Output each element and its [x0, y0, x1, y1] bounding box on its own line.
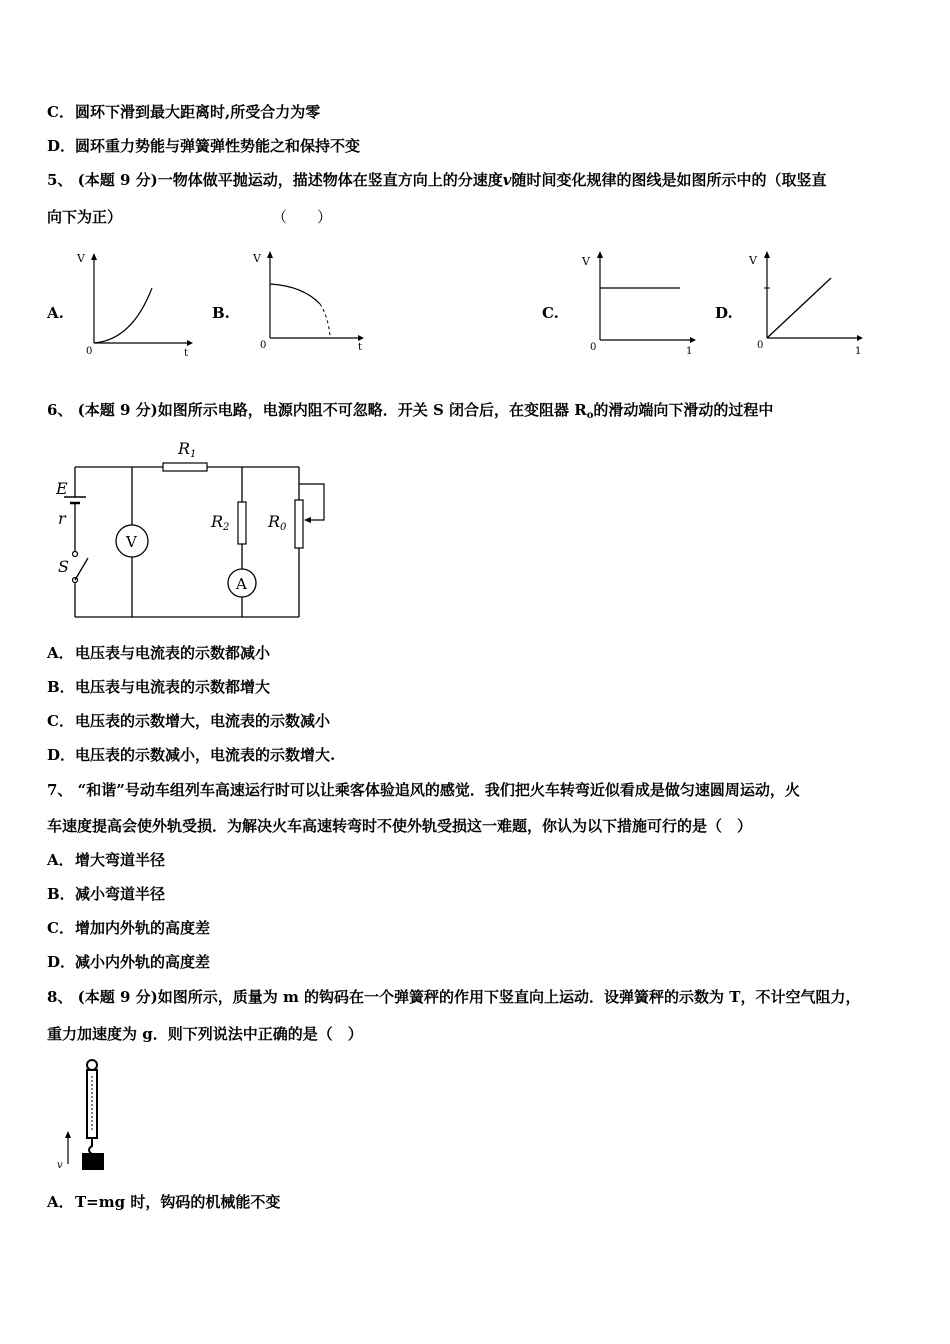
origin-label: 0 [86, 346, 93, 357]
q5-graph-a [72, 248, 202, 358]
q8-stem-line1: 8、 (本题 9 分)如图所示，质量为 m 的钩码在一个弹簧秤的作用下竖直向上运动．设弹簧秤的示数为 T，不计空气阻力， [47, 988, 861, 1006]
v-axis-label: V [582, 255, 590, 268]
t-axis-arrow [857, 335, 863, 341]
velocity-arrow-head [65, 1131, 71, 1138]
v-axis-arrow [267, 251, 273, 258]
t-axis-label: 1 [686, 346, 693, 357]
v-axis-label: V [253, 252, 261, 265]
q7-stem-line1: 7、 “和谐”号动车组列车高速运行时可以让乘客体验追风的感觉．我们把火车转弯近似看成是做匀速圆周运动，火 [47, 781, 800, 799]
emf-label: E [56, 479, 68, 498]
q7-option-b: B．减小弯道半径 [47, 885, 166, 903]
velocity-curve [94, 288, 152, 343]
q8-option-a: A．T=mg 时，钩码的机械能不变 [47, 1193, 281, 1211]
q5-option-d-label: D. [715, 304, 733, 322]
t-axis-label: 1 [855, 346, 862, 357]
q5-option-a-label: A. [47, 304, 64, 322]
t-axis-label: t [184, 348, 189, 359]
q6-option-a: A．电压表与电流表的示数都减小 [47, 644, 271, 662]
q6-circuit-diagram [48, 432, 348, 627]
q7-stem-line2: 车速度提高会使外轨受损．为解决火车高速转弯时不使外轨受损这一难题，你认为以下措施可行的是（ ） [47, 817, 753, 835]
ammeter-label: A [236, 575, 247, 593]
r0-label: R0 [268, 512, 287, 533]
q5-stem-line1: 5、 (本题 9 分)一物体做平抛运动，描述物体在竖直方向上的分速度v随时间变化规律的图线是如图所示中的（取竖直 [47, 171, 827, 189]
t-axis-label: t [358, 342, 363, 353]
origin-label: 0 [590, 342, 597, 353]
q5-graph-c [578, 248, 708, 358]
origin-label: 0 [757, 340, 764, 351]
q6-option-b: B．电压表与电流表的示数都增大 [47, 678, 271, 696]
r1-label: R1 [178, 439, 197, 460]
v-axis-arrow [91, 253, 97, 260]
q6-option-c: C．电压表的示数增大，电流表的示数减小 [47, 712, 331, 730]
t-axis-arrow [690, 337, 696, 343]
v-axis-label: V [749, 254, 757, 267]
q5-option-c-label: C. [542, 304, 559, 322]
q5-option-b-label: B. [212, 304, 230, 322]
voltmeter-label: V [126, 533, 137, 551]
rheostat-slider-arrow [304, 517, 311, 523]
resistor-r2 [238, 502, 246, 544]
velocity-curve-dashed [320, 304, 330, 336]
switch-contact-top [73, 552, 78, 557]
q7-option-d: D．减小内外轨的高度差 [47, 953, 211, 971]
velocity-line [767, 278, 831, 338]
resistor-r1 [163, 463, 207, 471]
internal-resistance-label: r [58, 509, 66, 528]
hook-weight [82, 1153, 104, 1170]
q5-graph-d [745, 248, 875, 358]
v-axis-label: V [77, 252, 85, 265]
scale-ring [87, 1060, 97, 1070]
switch-label: S [58, 557, 69, 576]
q4-option-d: D．圆环重力势能与弹簧弹性势能之和保持不变 [47, 137, 361, 155]
v-axis-arrow [764, 251, 770, 258]
switch-lever [75, 558, 88, 580]
rheostat-r0 [295, 500, 303, 548]
q8-spring-scale-figure [50, 1058, 120, 1178]
v-axis-arrow [597, 251, 603, 258]
velocity-label: v [57, 1160, 63, 1171]
origin-label: 0 [260, 340, 267, 351]
q7-option-c: C．增加内外轨的高度差 [47, 919, 211, 937]
q8-stem-line2: 重力加速度为 g．则下列说法中正确的是（ ） [47, 1025, 363, 1043]
t-axis-arrow [187, 340, 193, 346]
t-axis-arrow [358, 335, 364, 341]
q5-stem-line2: 向下为正） [47, 208, 123, 226]
q6-option-d: D．电压表的示数减小，电流表的示数增大. [47, 746, 336, 764]
r2-label: R2 [211, 512, 230, 533]
q5-answer-paren: （ ） [272, 208, 333, 226]
q7-option-a: A．增大弯道半径 [47, 851, 166, 869]
velocity-curve [270, 284, 320, 304]
q5-graph-b [248, 248, 378, 358]
q6-stem: 6、 (本题 9 分)如图所示电路，电源内阻不可忽略．开关 S 闭合后，在变阻器 $R_o$的滑动端向下滑动的过程中 [47, 401, 774, 421]
q4-option-c: C．圆环下滑到最大距离时,所受合力为零 [47, 103, 321, 121]
